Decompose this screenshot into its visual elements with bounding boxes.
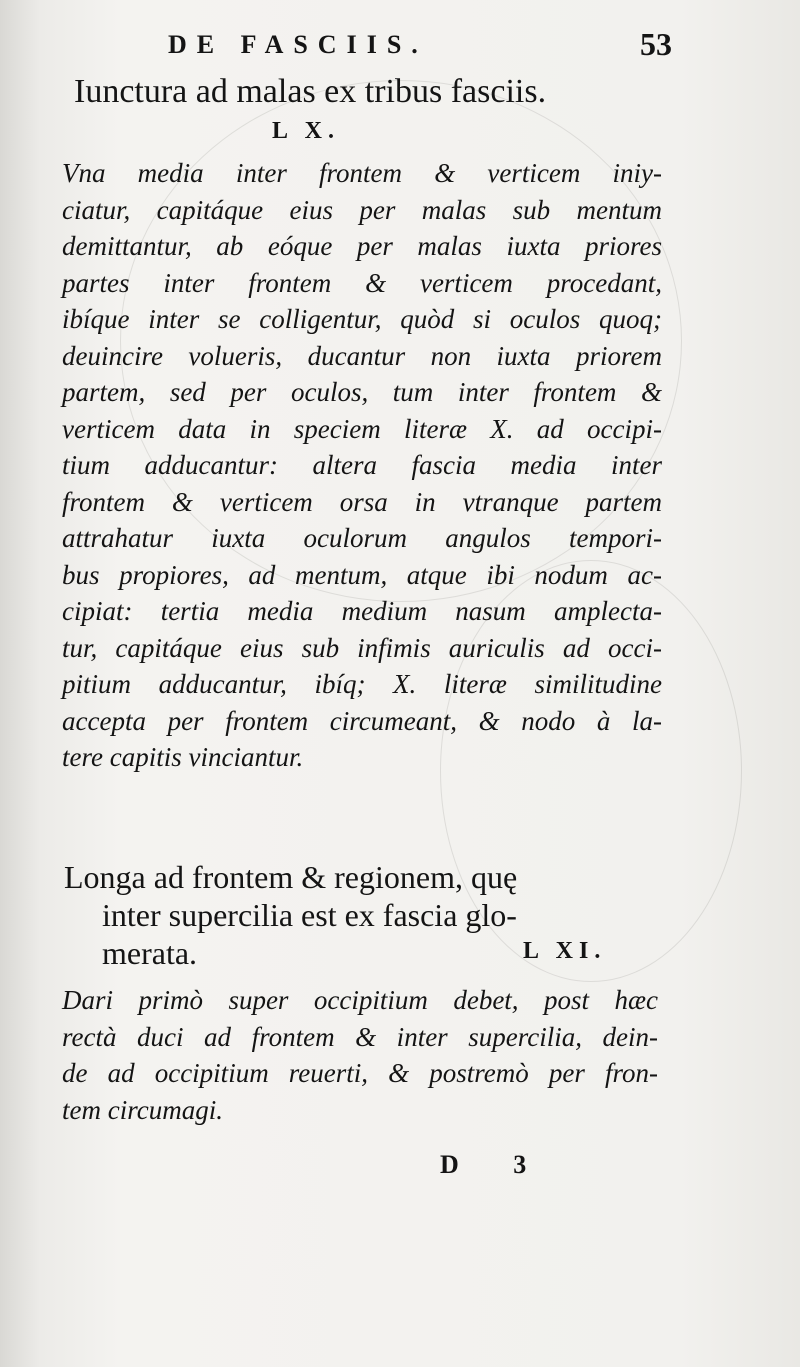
text-line: tem circumagi. [62, 1094, 223, 1125]
text-line: ibíque inter se colligentur, quòd si oculos quoq; [62, 304, 662, 334]
text-line: partem, sed per oculos, tum inter frontem & [62, 377, 662, 407]
heading-line: Longa ad frontem & regionem, quę [64, 859, 518, 895]
section-heading: Iunctura ad malas ex tribus fasciis. [74, 73, 547, 110]
text-line: tium adducantur: altera fascia media inter [62, 450, 662, 480]
page-number: 53 [640, 26, 672, 62]
text-line: accepta per frontem circumeant, & nodo à la- [62, 705, 662, 736]
running-head: DE FASCIIS. [168, 30, 428, 59]
text-line: rectà duci ad frontem & inter supercilia, dein- [62, 1021, 658, 1052]
heading-line: inter supercilia est ex fascia glo- [102, 897, 517, 933]
page-header [0, 28, 800, 68]
text-line: verticem data in speciem literæ X. ad occipi- [62, 413, 662, 444]
text-line: frontem & verticem orsa in vtranque partem [62, 486, 662, 517]
heading-line: merata. [102, 935, 198, 971]
text-line: deuincire volueris, ducantur non iuxta priorem [62, 340, 662, 371]
section-numeral-2: L XI. [523, 938, 607, 964]
text-line: tere capitis vinciantur. [62, 742, 304, 772]
signature-mark: D 3 [440, 1150, 551, 1179]
text-line: cipiat: tertia media medium nasum amplecta- [62, 596, 662, 626]
text-line: Vna media inter frontem & verticem iniy- [62, 158, 662, 188]
section-body-2 [62, 982, 658, 1128]
text-line: bus propiores, ad mentum, atque ibi nodum ac- [62, 559, 662, 590]
section-numeral: L X. [272, 118, 341, 144]
text-line: attrahatur iuxta oculorum angulos tempori- [62, 523, 662, 553]
text-line: Dari primò super occipitium debet, post hæc [62, 985, 658, 1015]
text-line: partes inter frontem & verticem procedant, [62, 267, 662, 298]
text-line: de ad occipitium reuerti, & postremò per fron- [62, 1058, 658, 1088]
text-line: pitium adducantur, ibíq; X. literæ similitudine [62, 669, 662, 699]
text-line: tur, capitáque eius sub infimis auriculis ad occi- [62, 632, 662, 663]
text-line: demittantur, ab eóque per malas iuxta priores [62, 231, 662, 261]
section-body [62, 155, 662, 776]
text-line: ciatur, capitáque eius per malas sub mentum [62, 194, 662, 225]
